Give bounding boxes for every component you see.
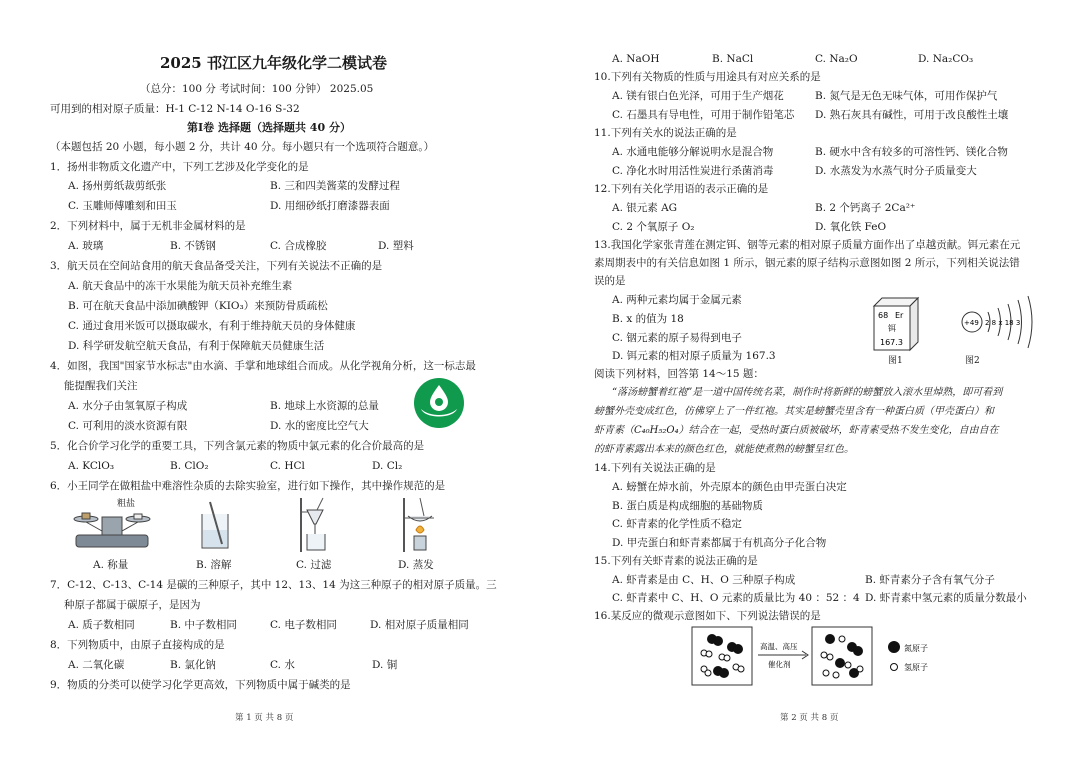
q16-stem: 16.某反应的微观示意图如下、下列说法错误的是: [594, 610, 821, 622]
fig1-symbol: Er: [895, 311, 904, 320]
q11-option-d[interactable]: D. 水蒸发为水蒸气时分子质量变大: [815, 165, 977, 177]
arrow-bottom-label: 催化剂: [768, 660, 791, 669]
q1-stem: 1．扬州非物质文化遗产中，下列工艺涉及化学变化的是: [50, 161, 309, 173]
q8-option-b[interactable]: B. 氯化钠: [170, 659, 216, 671]
exam-title: 2025 邗江区九年级化学二模试卷: [160, 54, 387, 72]
q14-option-b[interactable]: B. 蛋白质是构成细胞的基础物质: [612, 500, 763, 512]
fig1-mass: 167.3: [880, 338, 903, 347]
q12-option-d[interactable]: D. 氧化铁 FeO: [815, 221, 887, 233]
q3-option-b[interactable]: B. 可在航天食品中添加碘酸钾（KIO₃）来预防骨质疏松: [68, 300, 328, 312]
q4-option-d[interactable]: D. 水的密度比空气大: [270, 420, 369, 432]
beaker-figure: [196, 500, 236, 552]
filter-figure: [293, 496, 333, 554]
q4-stem-line2: 能提醒我们关注: [64, 380, 138, 392]
q1-option-c[interactable]: C. 玉雕师傅雕刻和田玉: [68, 200, 177, 212]
q9-stem: 9．物质的分类可以使学习化学更高效，下列物质中属于碱类的是: [50, 679, 351, 691]
q4-option-b[interactable]: B. 地球上水资源的总量: [270, 400, 379, 412]
q14-option-c[interactable]: C. 虾青素的化学性质不稳定: [612, 518, 742, 530]
q1-option-a[interactable]: A. 扬州剪纸裁剪纸张: [68, 180, 167, 192]
water-saving-logo: [413, 377, 465, 429]
q6-option-c[interactable]: C. 过滤: [296, 559, 332, 571]
legend-hydrogen: 氢原子: [904, 663, 928, 672]
q9-option-b[interactable]: B. NaCl: [712, 53, 754, 65]
q3-option-c[interactable]: C. 通过食用米饭可以摄取碳水，有利于维持航天员的身体健康: [68, 320, 356, 332]
q2-option-a[interactable]: A. 玻璃: [68, 240, 104, 252]
q1-option-b[interactable]: B. 三和四美酱菜的发酵过程: [270, 180, 400, 192]
q15-stem: 15.下列有关虾青素的说法正确的是: [594, 555, 758, 567]
q13-option-a[interactable]: A. 两种元素均属于金属元素: [612, 294, 742, 306]
q10-stem: 10.下列有关物质的性质与用途具有对应关系的是: [594, 71, 821, 83]
passage-line-3: 虾青素（C₄₀H₅₂O₄）结合在一起，受热时蛋白质被破坏，虾青素受热不发生变化，自由自在: [594, 425, 999, 436]
arrow-top-label: 高温、高压: [760, 642, 798, 651]
q13-stem-line2: 素周期表中的有关信息如图 1 所示，铟元素的原子结构示意图如图 2 所示，下列相关说法错: [594, 257, 1020, 269]
page-1-footer: 第 1 页 共 8 页: [235, 713, 294, 723]
q7-stem-line1: 7．C-12、C-13、C-14 是碳的三种原子，其中 12、13、14 为这三种原子的相对原子质量。三: [50, 579, 497, 591]
q5-option-b[interactable]: B. ClO₂: [170, 460, 209, 472]
q14-stem: 14.下列有关说法正确的是: [594, 462, 716, 474]
q12-option-c[interactable]: C. 2 个氧原子 O₂: [612, 221, 695, 233]
q7-option-d[interactable]: D. 相对原子质量相同: [370, 619, 469, 631]
passage-line-4: 的虾青素露出本来的颜色红色，就能使煮熟的螃蟹呈红色。: [594, 444, 854, 455]
passage-line-2: 螃蟹外壳变成红色，仿佛穿上了一件红袍。其实是螃蟹壳里含有一种蛋白质（甲壳蛋白）和: [594, 406, 994, 417]
evaporate-figure: [398, 496, 438, 554]
fig2-caption: 图2: [965, 356, 980, 366]
q7-option-b[interactable]: B. 中子数相同: [170, 619, 237, 631]
q10-option-a[interactable]: A. 镁有银白色光泽，可用于生产烟花: [612, 90, 784, 102]
page-2-footer: 第 2 页 共 8 页: [780, 713, 839, 723]
exam-meta: （总分：100 分 考试时间：100 分钟） 2025.05: [140, 83, 374, 95]
erbium-periodic-cell: [870, 296, 920, 352]
fig2-shells: 2 8 x 18 3: [985, 319, 1021, 327]
q8-option-c[interactable]: C. 水: [270, 659, 295, 671]
q13-option-c[interactable]: C. 铟元素的原子易得到电子: [612, 332, 742, 344]
q13-stem-line1: 13.我国化学家张青莲在测定铒、铟等元素的相对原子质量方面作出了卓越贡献。铒元素在元: [594, 239, 1021, 251]
q9-option-c[interactable]: C. Na₂O: [815, 53, 858, 65]
q12-option-b[interactable]: B. 2 个钙离子 2Ca²⁺: [815, 202, 916, 214]
q11-option-b[interactable]: B. 硬水中含有较多的可溶性钙、镁化合物: [815, 146, 1008, 158]
q11-stem: 11.下列有关水的说法正确的是: [594, 127, 737, 139]
q12-stem: 12.下列有关化学用语的表示正确的是: [594, 183, 769, 195]
q5-option-a[interactable]: A. KClO₃: [68, 460, 115, 472]
q9-option-a[interactable]: A. NaOH: [612, 53, 660, 65]
section-heading: 第Ⅰ卷 选择题（选择题共 40 分）: [187, 121, 351, 134]
q3-stem: 3．航天员在空间站食用的航天食品备受关注，下列有关说法不正确的是: [50, 260, 383, 272]
q15-option-d[interactable]: D. 虾青素中氢元素的质量分数最小: [865, 592, 1027, 604]
q15-option-c[interactable]: C. 虾青素中 C、H、O 元素的质量比为 40 ：52 ：4: [612, 592, 860, 604]
q2-option-c[interactable]: C. 合成橡胶: [270, 240, 327, 252]
q6-salt-label: 粗盐: [117, 499, 136, 509]
q9-option-d[interactable]: D. Na₂CO₃: [918, 53, 974, 65]
reading-intro: 阅读下列材料，回答第 14～15 题：: [594, 368, 764, 380]
balance-figure: [72, 505, 152, 551]
q8-stem: 8．下列物质中，由原子直接构成的是: [50, 639, 225, 651]
fig1-caption: 图1: [888, 356, 903, 366]
q7-option-a[interactable]: A. 质子数相同: [68, 619, 135, 631]
q6-option-d[interactable]: D. 蒸发: [398, 559, 434, 571]
passage-line-1: “落汤螃蟹着红袍”是一道中国传统名菜，制作时将新鲜的螃蟹放入滚水里焯熟，即可看到: [612, 387, 1003, 398]
q8-option-d[interactable]: D. 铜: [372, 659, 398, 671]
page-2: [540, 0, 1080, 763]
q10-option-d[interactable]: D. 熟石灰具有碱性，可用于改良酸性土壤: [815, 109, 1009, 121]
fig1-atomic-number: 68: [878, 311, 889, 320]
atomic-mass-line: 可用到的相对原子质量：H-1 C-12 N-14 O-16 S-32: [50, 103, 300, 115]
q10-option-c[interactable]: C. 石墨具有导电性，可用于制作铅笔芯: [612, 109, 795, 121]
q4-stem-line1: 4．如图，我国"国家节水标志"由水滴、手掌和地球组合而成。从化学视角分析，这一标志最: [50, 360, 476, 372]
legend-nitrogen: 氮原子: [904, 644, 928, 653]
q7-stem-line2: 种原子都属于碳原子，是因为: [64, 599, 201, 611]
q11-option-a[interactable]: A. 水通电能够分解说明水是混合物: [612, 146, 774, 158]
q11-option-c[interactable]: C. 净化水时用活性炭进行杀菌消毒: [612, 165, 774, 177]
q2-stem: 2．下列材料中，属于无机非金属材料的是: [50, 220, 246, 232]
q15-option-a[interactable]: A. 虾青素是由 C、H、O 三种原子构成: [612, 574, 796, 586]
q4-option-a[interactable]: A. 水分子由氢氧原子构成: [68, 400, 188, 412]
fig1-name: 铒: [888, 324, 896, 333]
instruction: （本题包括 20 小题，每小题 2 分，共计 40 分。每小题只有一个选项符合题意。）: [50, 141, 435, 153]
reaction-diagram: [690, 625, 1050, 687]
q3-option-d[interactable]: D. 科学研发航空航天食品，有利于保障航天员健康生活: [68, 340, 325, 352]
fig2-nucleus: +49: [964, 319, 979, 327]
q7-option-c[interactable]: C. 电子数相同: [270, 619, 337, 631]
q2-option-d[interactable]: D. 塑料: [378, 240, 414, 252]
q15-option-b[interactable]: B. 虾青素分子含有氧气分子: [865, 574, 995, 586]
q13-option-d[interactable]: D. 铒元素的相对原子质量为 167.3: [612, 350, 776, 362]
q6-option-b[interactable]: B. 溶解: [196, 559, 232, 571]
q5-option-d[interactable]: D. Cl₂: [372, 460, 403, 472]
q2-option-b[interactable]: B. 不锈钢: [170, 240, 216, 252]
q6-stem: 6．小王同学在做粗盐中难溶性杂质的去除实验室，进行如下操作，其中操作规范的是: [50, 480, 446, 492]
q5-option-c[interactable]: C. HCl: [270, 460, 305, 472]
q14-option-d[interactable]: D. 甲壳蛋白和虾青素都属于有机高分子化合物: [612, 537, 827, 549]
q10-option-b[interactable]: B. 氮气是无色无味气体，可用作保护气: [815, 90, 998, 102]
q14-option-a[interactable]: A. 螃蟹在焯水前，外壳原本的颜色由甲壳蛋白决定: [612, 481, 847, 493]
q6-option-a[interactable]: A. 称量: [93, 559, 129, 571]
q3-option-a[interactable]: A. 航天食品中的冻干水果能为航天员补充维生素: [68, 280, 293, 292]
q5-stem: 5．化合价学习化学的重要工具，下列含氯元素的物质中氯元素的化合价最高的是: [50, 440, 425, 452]
q13-option-b[interactable]: B. x 的值为 18: [612, 313, 684, 325]
indium-atom-structure: [958, 292, 1048, 350]
q13-stem-line3: 误的是: [594, 275, 626, 287]
q12-option-a[interactable]: A. 银元素 AG: [612, 202, 678, 214]
q1-option-d[interactable]: D. 用细砂纸打磨漆器表面: [270, 200, 390, 212]
q4-option-c[interactable]: C. 可利用的淡水资源有限: [68, 420, 188, 432]
q8-option-a[interactable]: A. 二氧化碳: [68, 659, 125, 671]
